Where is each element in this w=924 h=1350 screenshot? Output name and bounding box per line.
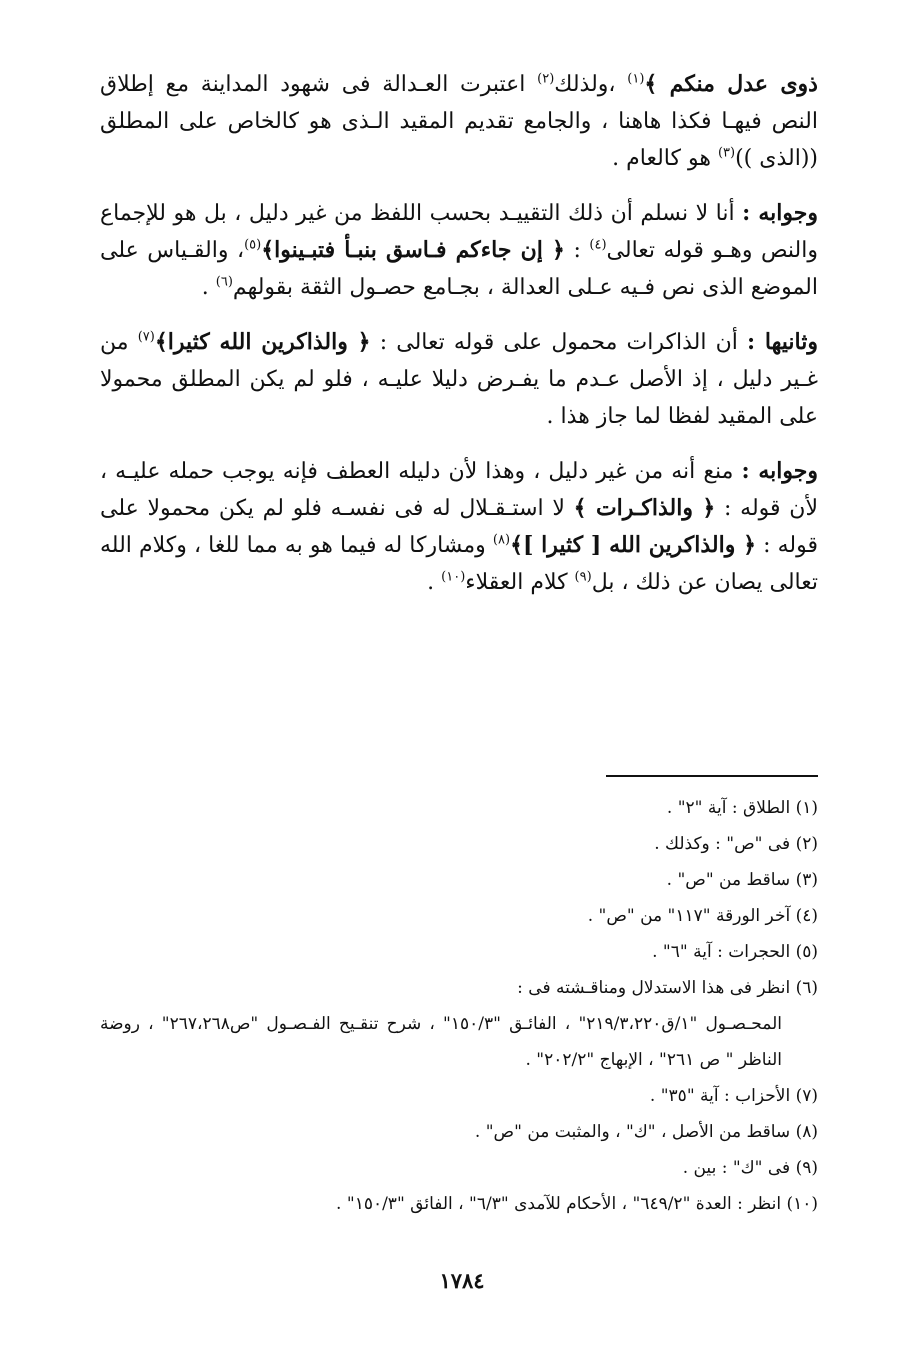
quran-quote: ﴿ والذاكرين الله [ كثيرا ]﴾: [510, 532, 757, 558]
text: .: [201, 275, 216, 300]
text: :: [564, 238, 590, 263]
text: من غـير دليل ، إذ الأصل عـدم ما يفـرض دليلا عليـه ، فلو لم يكن المطلق محمولا على المقيد لفظا لما جاز هذا .: [100, 330, 818, 429]
text: أنا لا نسلم أن ذلك التقييـد بحسب اللفظ من غير دليل ، بل هو للإجماع والنص وهـو قوله تعالى: [100, 201, 818, 263]
footnote: (٧) الأحزاب : آية "٣٥" .: [649, 1086, 818, 1106]
footnote-ref: (٦): [215, 274, 233, 290]
quran-quote: ﴿ والذاكـرات ﴾: [573, 495, 716, 521]
footnote-ref: (٩): [574, 569, 592, 585]
footnote-divider: [606, 775, 818, 777]
text: هو كالعام .: [612, 146, 718, 171]
footnotes: [100, 790, 818, 1222]
footnote: (١٠) انظر : العدة "٦٤٩/٢" ، الأحكام للآمدى "٦/٣" ، الفائق "١٥٠/٣" .: [336, 1194, 818, 1214]
footnote-ref: (١): [627, 71, 645, 87]
footnote: (٥) الحجرات : آية "٦" .: [652, 942, 818, 962]
text: ، والقـياس على الموضع الذى نص فـيه عـلى العدالة ، بجـامع حصـول الثقة بقولهم: [100, 238, 818, 300]
footnote: (٢) فى "ص" : وكذلك .: [654, 834, 818, 854]
footnote: (٩) فى "ك" : بين .: [682, 1158, 818, 1178]
text: اعتبرت العـدالة فى شهود المداينة مع إطلاق النص فيهـا فكذا هاهنا ، والجامع تقديم المقيد الـذى هو كالخاص على المطلق ((الذى )): [100, 72, 818, 171]
text: .: [427, 570, 442, 595]
text: منع أنه من غير دليل ، وهذا لأن دليله العطف فإنه يوجب حمله عليـه ، لأن قوله :: [100, 459, 818, 521]
footnote-ref: (٣): [717, 145, 736, 161]
main-text: [100, 66, 818, 601]
paragraph-label: وثانيها :: [747, 329, 818, 355]
paragraph-label: وجوابه :: [741, 458, 818, 484]
footnote-ref: (٧): [137, 329, 155, 345]
paragraph-4: [100, 453, 818, 601]
footnote-ref: (٨): [492, 532, 511, 548]
footnote-ref: (٤): [589, 237, 607, 253]
paragraph-label: وجوابه :: [742, 200, 818, 226]
footnote-continuation: المحـصـول "١/ق٢١٩/٣،٢٢٠" ، الفائـق "١٥٠/٣" ، شرح تنقـيح الفـصـول "ص٢٦٧،٢٦٨" ، روضة الناظر " ص ٢٦١" ، الإبهاج "٢٠٢/٢" .: [100, 1014, 782, 1070]
text: لا استـقـلال له فى نفسـه فلو لم يكن محمولا على قوله :: [100, 496, 819, 558]
page-number: ١٧٨٤: [439, 1268, 485, 1293]
quote-fragment: ذوى عدل منكم ﴾: [644, 71, 818, 97]
text: ومشاركا له فيما هو به مما للغا ، وكلام الله تعالى يصان عن ذلك ، بل: [100, 533, 818, 595]
text: ،ولذلك: [554, 72, 628, 97]
footnote: (٨) ساقط من الأصل ، "ك" ، والمثبت من "ص" .: [474, 1122, 818, 1142]
text: أن الذاكرات محمول على قوله تعالى :: [370, 330, 747, 355]
footnote: (٣) ساقط من "ص" .: [666, 870, 818, 890]
paragraph-1: [100, 66, 818, 177]
text: كلام العقلاء: [465, 570, 575, 595]
footnote-ref: (٢): [537, 71, 555, 87]
paragraph-3: [100, 324, 818, 435]
footnote: (١) الطلاق : آية "٢" .: [666, 798, 818, 818]
footnote: (٦) انظر فى هذا الاستدلال ومناقـشته فى :: [517, 978, 818, 998]
quran-quote: ﴿ والذاكرين الله كثيرا﴾: [154, 329, 371, 355]
paragraph-2: [100, 195, 818, 306]
footnote-ref: (٥): [244, 237, 262, 253]
quran-quote: ﴿ إن جاءكم فـاسق بنبـأ فتبـينوا﴾: [261, 237, 565, 263]
footnote: (٤) آخر الورقة "١١٧" من "ص" .: [587, 906, 818, 926]
footnote-ref: (١٠): [441, 569, 466, 585]
